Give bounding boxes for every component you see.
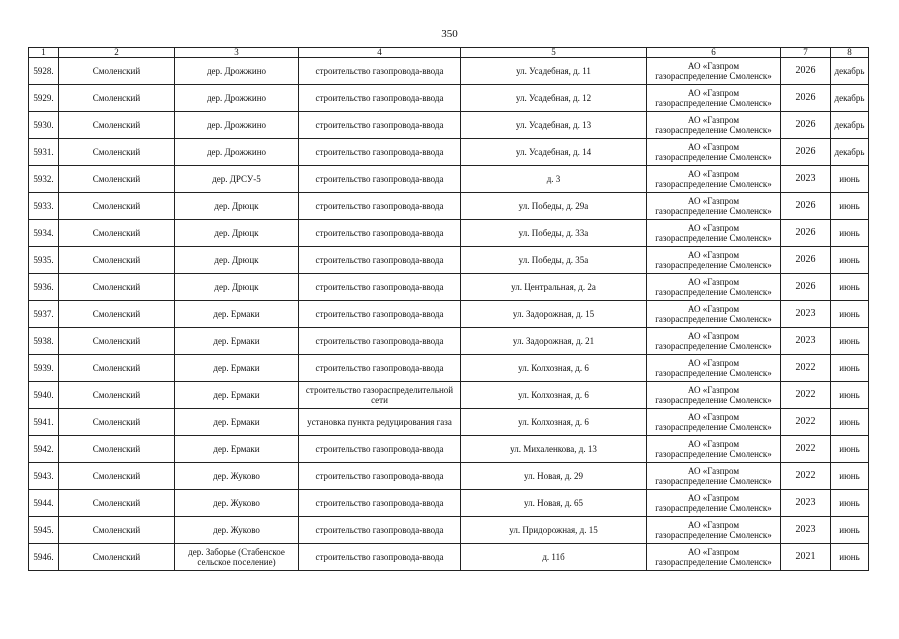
table-row <box>29 328 869 355</box>
organization-line-1: АО «Газпром <box>687 439 740 449</box>
organization-line-2: газораспределение Смоленск» <box>655 395 772 405</box>
organization-cell <box>647 436 781 463</box>
address-cell: ул. Задорожная, д. 15 <box>461 301 647 328</box>
district-cell: Смоленский <box>59 274 175 301</box>
organization-line-1: АО «Газпром <box>687 277 740 287</box>
organization-cell <box>647 166 781 193</box>
organization-line-1: АО «Газпром <box>687 223 740 233</box>
table-row <box>29 382 869 409</box>
district-cell: Смоленский <box>59 463 175 490</box>
district-cell: Смоленский <box>59 436 175 463</box>
settlement-cell: дер. Заборье (Стабенское сельское поселение) <box>175 544 299 571</box>
organization-line-1: АО «Газпром <box>687 196 740 206</box>
district-cell: Смоленский <box>59 490 175 517</box>
organization-cell <box>647 139 781 166</box>
organization-cell <box>647 490 781 517</box>
settlement-cell: дер. Жуково <box>175 490 299 517</box>
address-cell: ул. Усадебная, д. 12 <box>461 85 647 112</box>
organization-cell <box>647 112 781 139</box>
row-number: 5932. <box>29 166 59 193</box>
table-row <box>29 274 869 301</box>
address-cell: ул. Новая, д. 65 <box>461 490 647 517</box>
page-number: 350 <box>441 28 458 40</box>
organization-line-2: газораспределение Смоленск» <box>655 233 772 243</box>
district-cell: Смоленский <box>59 382 175 409</box>
month-cell: июнь <box>831 490 869 517</box>
year-cell: 2026 <box>781 193 831 220</box>
district-cell: Смоленский <box>59 409 175 436</box>
month-cell: декабрь <box>831 85 869 112</box>
table-row <box>29 463 869 490</box>
table-row <box>29 58 869 85</box>
organization-line-2: газораспределение Смоленск» <box>655 557 772 567</box>
month-cell: декабрь <box>831 112 869 139</box>
row-number: 5942. <box>29 436 59 463</box>
month-cell: июнь <box>831 301 869 328</box>
organization-line-1: АО «Газпром <box>687 88 740 98</box>
organization-cell <box>647 517 781 544</box>
column-header: 6 <box>647 48 781 58</box>
row-number: 5933. <box>29 193 59 220</box>
month-cell: июнь <box>831 409 869 436</box>
address-cell: ул. Задорожная, д. 21 <box>461 328 647 355</box>
year-cell: 2026 <box>781 58 831 85</box>
address-cell: д. 11б <box>461 544 647 571</box>
address-cell: ул. Колхозная, д. 6 <box>461 409 647 436</box>
district-cell: Смоленский <box>59 544 175 571</box>
column-header: 1 <box>29 48 59 58</box>
organization-line-2: газораспределение Смоленск» <box>655 287 772 297</box>
settlement-cell: дер. Ермаки <box>175 409 299 436</box>
year-cell: 2022 <box>781 382 831 409</box>
district-cell: Смоленский <box>59 328 175 355</box>
year-cell: 2026 <box>781 139 831 166</box>
year-cell: 2022 <box>781 463 831 490</box>
year-cell: 2023 <box>781 328 831 355</box>
settlement-cell: дер. Дрожжино <box>175 112 299 139</box>
work-type-cell: строительство газопровода-ввода <box>299 58 461 85</box>
organization-cell <box>647 409 781 436</box>
organization-cell <box>647 274 781 301</box>
organization-line-2: газораспределение Смоленск» <box>655 449 772 459</box>
organization-line-2: газораспределение Смоленск» <box>655 179 772 189</box>
work-type-cell: строительство газопровода-ввода <box>299 166 461 193</box>
work-type-cell: строительство газопровода-ввода <box>299 247 461 274</box>
organization-line-1: АО «Газпром <box>687 520 740 530</box>
row-number: 5936. <box>29 274 59 301</box>
settlement-cell: дер. Ермаки <box>175 328 299 355</box>
address-cell: ул. Победы, д. 35а <box>461 247 647 274</box>
table-row <box>29 139 869 166</box>
month-cell: июнь <box>831 274 869 301</box>
organization-cell <box>647 247 781 274</box>
table-row <box>29 490 869 517</box>
year-cell: 2021 <box>781 544 831 571</box>
row-number: 5940. <box>29 382 59 409</box>
settlement-cell: дер. Ермаки <box>175 382 299 409</box>
month-cell: июнь <box>831 436 869 463</box>
organization-line-2: газораспределение Смоленск» <box>655 152 772 162</box>
settlement-cell: дер. Дрожжино <box>175 58 299 85</box>
organization-line-1: АО «Газпром <box>687 466 740 476</box>
work-type-cell: строительство газопровода-ввода <box>299 274 461 301</box>
organization-cell <box>647 220 781 247</box>
settlement-cell: дер. Жуково <box>175 463 299 490</box>
year-cell: 2023 <box>781 490 831 517</box>
month-cell: июнь <box>831 328 869 355</box>
organization-cell <box>647 193 781 220</box>
month-cell: июнь <box>831 193 869 220</box>
settlement-cell: дер. Дрожжино <box>175 139 299 166</box>
organization-line-2: газораспределение Смоленск» <box>655 341 772 351</box>
work-type-cell: строительство газопровода-ввода <box>299 463 461 490</box>
address-cell: ул. Новая, д. 29 <box>461 463 647 490</box>
year-cell: 2022 <box>781 436 831 463</box>
organization-line-1: АО «Газпром <box>687 331 740 341</box>
table-row <box>29 517 869 544</box>
settlement-cell: дер. Дрюцк <box>175 274 299 301</box>
row-number: 5937. <box>29 301 59 328</box>
organization-cell <box>647 58 781 85</box>
organization-line-1: АО «Газпром <box>687 412 740 422</box>
organization-cell <box>647 544 781 571</box>
district-cell: Смоленский <box>59 112 175 139</box>
organization-cell <box>647 382 781 409</box>
work-type-cell: строительство газораспределительной сети <box>299 382 461 409</box>
address-cell: д. 3 <box>461 166 647 193</box>
row-number: 5941. <box>29 409 59 436</box>
work-type-cell: строительство газопровода-ввода <box>299 436 461 463</box>
organization-cell <box>647 355 781 382</box>
table-row <box>29 166 869 193</box>
row-number: 5928. <box>29 58 59 85</box>
organization-line-2: газораспределение Смоленск» <box>655 368 772 378</box>
organization-line-2: газораспределение Смоленск» <box>655 260 772 270</box>
table-row <box>29 112 869 139</box>
year-cell: 2026 <box>781 220 831 247</box>
year-cell: 2023 <box>781 517 831 544</box>
address-cell: ул. Усадебная, д. 11 <box>461 58 647 85</box>
work-type-cell: строительство газопровода-ввода <box>299 328 461 355</box>
column-header: 5 <box>461 48 647 58</box>
table-row <box>29 409 869 436</box>
organization-line-2: газораспределение Смоленск» <box>655 71 772 81</box>
organization-line-1: АО «Газпром <box>687 547 740 557</box>
month-cell: июнь <box>831 166 869 193</box>
settlement-cell: дер. Дрюцк <box>175 247 299 274</box>
table-row <box>29 544 869 571</box>
month-cell: июнь <box>831 517 869 544</box>
month-cell: июнь <box>831 382 869 409</box>
organization-line-1: АО «Газпром <box>687 169 740 179</box>
month-cell: июнь <box>831 220 869 247</box>
column-header: 7 <box>781 48 831 58</box>
organization-line-1: АО «Газпром <box>687 115 740 125</box>
table-row <box>29 436 869 463</box>
table-row <box>29 85 869 112</box>
organization-line-2: газораспределение Смоленск» <box>655 314 772 324</box>
row-number: 5934. <box>29 220 59 247</box>
column-header: 3 <box>175 48 299 58</box>
row-number: 5945. <box>29 517 59 544</box>
settlement-cell: дер. ДРСУ-5 <box>175 166 299 193</box>
work-type-cell: установка пункта редуцирования газа <box>299 409 461 436</box>
organization-line-1: АО «Газпром <box>687 493 740 503</box>
work-type-cell: строительство газопровода-ввода <box>299 544 461 571</box>
row-number: 5930. <box>29 112 59 139</box>
district-cell: Смоленский <box>59 247 175 274</box>
work-type-cell: строительство газопровода-ввода <box>299 220 461 247</box>
work-type-cell: строительство газопровода-ввода <box>299 517 461 544</box>
month-cell: декабрь <box>831 58 869 85</box>
district-cell: Смоленский <box>59 85 175 112</box>
settlement-cell: дер. Ермаки <box>175 355 299 382</box>
address-cell: ул. Колхозная, д. 6 <box>461 355 647 382</box>
column-header: 4 <box>299 48 461 58</box>
organization-line-1: АО «Газпром <box>687 304 740 314</box>
column-header: 8 <box>831 48 869 58</box>
year-cell: 2022 <box>781 355 831 382</box>
month-cell: июнь <box>831 544 869 571</box>
settlement-cell: дер. Дрожжино <box>175 85 299 112</box>
work-type-cell: строительство газопровода-ввода <box>299 301 461 328</box>
row-number: 5931. <box>29 139 59 166</box>
work-type-cell: строительство газопровода-ввода <box>299 355 461 382</box>
organization-line-2: газораспределение Смоленск» <box>655 206 772 216</box>
table-row <box>29 301 869 328</box>
table-row <box>29 355 869 382</box>
organization-line-1: АО «Газпром <box>687 142 740 152</box>
year-cell: 2023 <box>781 166 831 193</box>
district-cell: Смоленский <box>59 58 175 85</box>
row-number: 5944. <box>29 490 59 517</box>
work-type-cell: строительство газопровода-ввода <box>299 112 461 139</box>
row-number: 5929. <box>29 85 59 112</box>
work-type-cell: строительство газопровода-ввода <box>299 139 461 166</box>
address-cell: ул. Победы, д. 29а <box>461 193 647 220</box>
district-cell: Смоленский <box>59 139 175 166</box>
column-number-row <box>29 48 869 58</box>
district-cell: Смоленский <box>59 517 175 544</box>
organization-cell <box>647 463 781 490</box>
row-number: 5946. <box>29 544 59 571</box>
district-cell: Смоленский <box>59 220 175 247</box>
row-number: 5935. <box>29 247 59 274</box>
organization-cell <box>647 85 781 112</box>
organization-line-1: АО «Газпром <box>687 250 740 260</box>
year-cell: 2026 <box>781 112 831 139</box>
year-cell: 2026 <box>781 247 831 274</box>
year-cell: 2026 <box>781 274 831 301</box>
organization-line-2: газораспределение Смоленск» <box>655 98 772 108</box>
address-cell: ул. Михаленкова, д. 13 <box>461 436 647 463</box>
address-cell: ул. Усадебная, д. 14 <box>461 139 647 166</box>
row-number: 5939. <box>29 355 59 382</box>
address-cell: ул. Центральная, д. 2а <box>461 274 647 301</box>
month-cell: июнь <box>831 463 869 490</box>
settlement-cell: дер. Дрюцк <box>175 220 299 247</box>
table-row <box>29 220 869 247</box>
settlement-cell: дер. Ермаки <box>175 301 299 328</box>
settlement-cell: дер. Ермаки <box>175 436 299 463</box>
district-cell: Смоленский <box>59 355 175 382</box>
month-cell: июнь <box>831 355 869 382</box>
year-cell: 2023 <box>781 301 831 328</box>
organization-line-1: АО «Газпром <box>687 385 740 395</box>
gasification-table <box>28 47 869 571</box>
month-cell: июнь <box>831 247 869 274</box>
organization-line-2: газораспределение Смоленск» <box>655 476 772 486</box>
settlement-cell: дер. Дрюцк <box>175 193 299 220</box>
year-cell: 2022 <box>781 409 831 436</box>
organization-line-1: АО «Газпром <box>687 61 740 71</box>
work-type-cell: строительство газопровода-ввода <box>299 193 461 220</box>
organization-line-1: АО «Газпром <box>687 358 740 368</box>
table-row <box>29 193 869 220</box>
settlement-cell: дер. Жуково <box>175 517 299 544</box>
district-cell: Смоленский <box>59 301 175 328</box>
district-cell: Смоленский <box>59 166 175 193</box>
organization-line-2: газораспределение Смоленск» <box>655 422 772 432</box>
row-number: 5943. <box>29 463 59 490</box>
month-cell: декабрь <box>831 139 869 166</box>
address-cell: ул. Усадебная, д. 13 <box>461 112 647 139</box>
table-row <box>29 247 869 274</box>
address-cell: ул. Победы, д. 33а <box>461 220 647 247</box>
organization-cell <box>647 301 781 328</box>
work-type-cell: строительство газопровода-ввода <box>299 85 461 112</box>
district-cell: Смоленский <box>59 193 175 220</box>
organization-line-2: газораспределение Смоленск» <box>655 125 772 135</box>
row-number: 5938. <box>29 328 59 355</box>
year-cell: 2026 <box>781 85 831 112</box>
organization-line-2: газораспределение Смоленск» <box>655 503 772 513</box>
address-cell: ул. Придорожная, д. 15 <box>461 517 647 544</box>
organization-line-2: газораспределение Смоленск» <box>655 530 772 540</box>
column-header: 2 <box>59 48 175 58</box>
address-cell: ул. Колхозная, д. 6 <box>461 382 647 409</box>
organization-cell <box>647 328 781 355</box>
work-type-cell: строительство газопровода-ввода <box>299 490 461 517</box>
